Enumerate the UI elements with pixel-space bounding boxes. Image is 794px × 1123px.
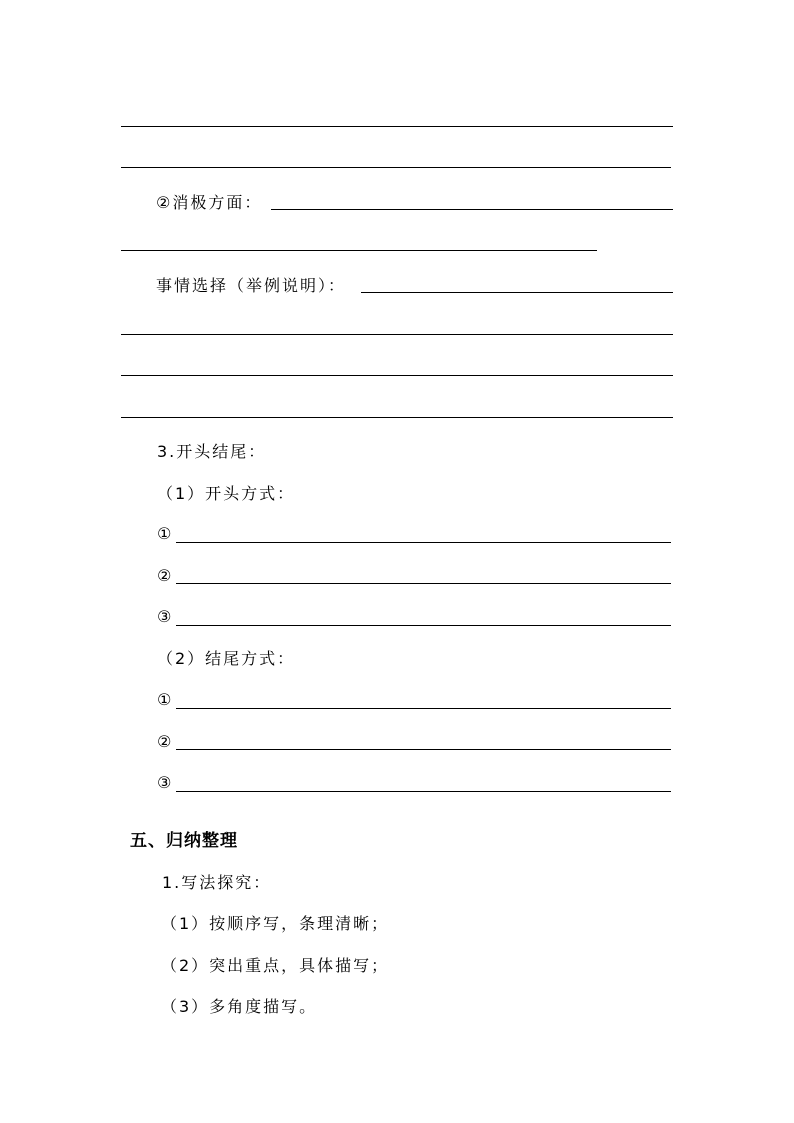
answer-line[interactable] (121, 126, 673, 127)
opening-marker-1: ① (157, 524, 174, 543)
answer-line[interactable] (121, 417, 673, 418)
ending-answer-line-2[interactable] (176, 749, 671, 750)
answer-line[interactable] (121, 334, 673, 335)
answer-line[interactable] (121, 375, 673, 376)
negative-aspect-label: ②消极方面： (156, 193, 263, 212)
opening-answer-line-1[interactable] (176, 542, 671, 543)
opening-method-label: （1）开头方式： (157, 484, 296, 503)
writing-method-subtitle: 1.写法探究： (162, 873, 272, 892)
ending-method-label: （2）结尾方式： (157, 649, 296, 668)
opening-answer-line-3[interactable] (176, 625, 671, 626)
ending-marker-3: ③ (157, 773, 174, 792)
ending-answer-line-3[interactable] (176, 791, 671, 792)
opening-ending-title: 3.开头结尾： (157, 442, 267, 461)
ending-marker-1: ① (157, 690, 174, 709)
answer-line[interactable] (121, 250, 597, 251)
ending-answer-line-1[interactable] (176, 708, 671, 709)
answer-line[interactable] (121, 167, 671, 168)
summary-point-2: （2）突出重点，具体描写； (161, 956, 390, 975)
summary-point-3: （3）多角度描写。 (161, 997, 318, 1016)
opening-marker-2: ② (157, 566, 174, 585)
opening-answer-line-2[interactable] (176, 583, 671, 584)
event-choice-label: 事情选择（举例说明）： (156, 276, 347, 295)
negative-aspect-answer-line[interactable] (271, 209, 673, 210)
opening-marker-3: ③ (157, 607, 174, 626)
summary-point-1: （1）按顺序写，条理清晰； (161, 914, 390, 933)
ending-marker-2: ② (157, 732, 174, 751)
event-choice-answer-line[interactable] (361, 292, 673, 293)
summary-heading: 五、归纳整理 (130, 831, 238, 851)
